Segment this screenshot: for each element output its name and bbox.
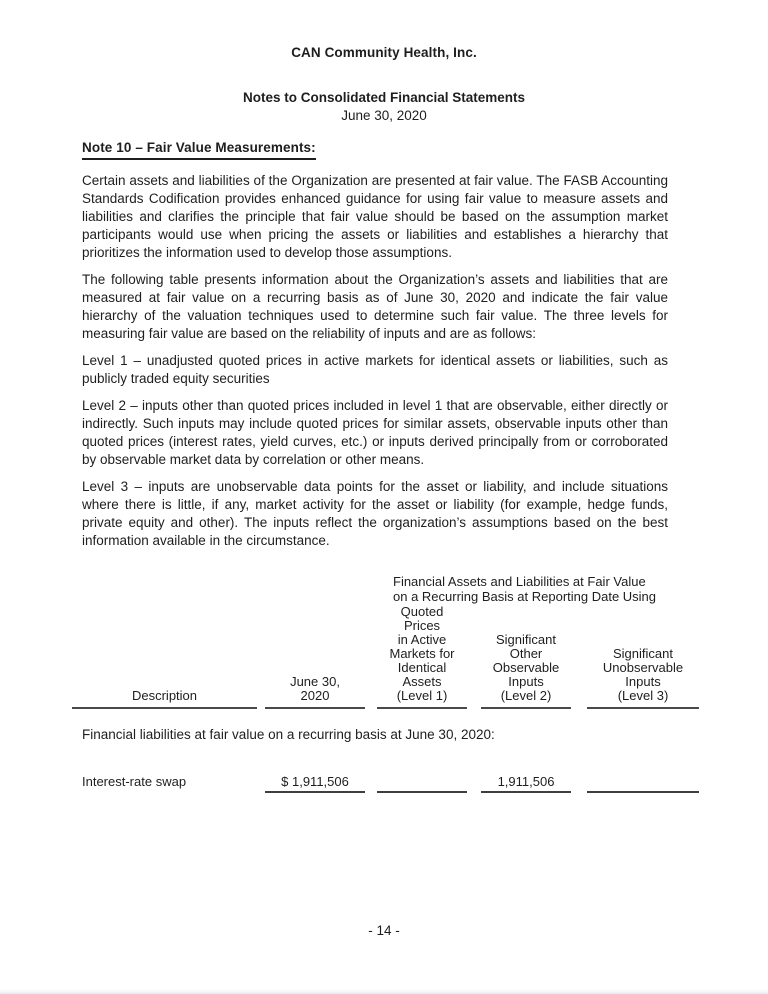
row-value-level-1 <box>377 773 467 793</box>
paragraph-level-3: Level 3 – inputs are unobservable data points for the asset or liability, and include situations where there is little, if any, market activity for the asset or liability (for example, hedge funds, private equity and other). The inputs reflect the organization’s assumptions based on the best information available in the circumstance. <box>82 479 668 548</box>
scan-edge-artifact <box>0 989 768 994</box>
paragraph-fair-value-intro: Certain assets and liabilities of the Organization are presented at fair value. The FASB Accounting Standards Codification provides enhanced guidance for using fair value to measure assets and liabilities and clarifies the principle that fair value should be based on the assumption market participants would use when pricing the assets or liabilities and establishes a hierarchy that prioritizes the information used to develop those assumptions. <box>82 173 668 260</box>
row-value-level-3 <box>587 773 699 793</box>
table-spanning-header-line-2: on a Recurring Basis at Reporting Date Using <box>393 589 657 604</box>
table-row-interest-rate-swap <box>72 773 699 793</box>
column-header-june-30-2020: June 30, 2020 <box>265 675 365 709</box>
column-header-level-1: Quoted Prices in Active Markets for Identical Assets (Level 1) <box>377 605 467 709</box>
table-spanning-header-line-1: Financial Assets and Liabilities at Fair Value <box>393 574 646 589</box>
row-value-june-30-2020: $ 1,911,506 <box>265 773 365 793</box>
fair-value-table <box>72 574 699 793</box>
column-header-level-2: Significant Other Observable Inputs (Level 2) <box>481 633 571 709</box>
organization-name: CAN Community Health, Inc. <box>291 45 477 60</box>
column-header-level-3: Significant Unobservable Inputs (Level 3) <box>587 647 699 709</box>
document-date: June 30, 2020 <box>341 108 427 123</box>
table-spanning-header <box>393 574 699 604</box>
table-header-row <box>72 605 699 709</box>
document-header <box>0 0 768 124</box>
table-section-caption: Financial liabilities at fair value on a recurring basis at June 30, 2020: <box>82 727 495 742</box>
row-value-level-2: 1,911,506 <box>481 773 571 793</box>
paragraph-table-intro: The following table presents information about the Organization’s assets and liabilities that are measured at fair value on a recurring basis as of June 30, 2020 and indicate the fair value hierarchy of the valuation techniques used to determine such fair value. The three levels for measuring fair value are based on the reliability of inputs and are as follows: <box>82 272 668 341</box>
row-description: Interest-rate swap <box>82 774 187 789</box>
note-content <box>82 124 668 550</box>
note-heading: Note 10 – Fair Value Measurements: <box>82 139 316 160</box>
column-header-description: Description <box>72 689 257 709</box>
document-title: Notes to Consolidated Financial Statements <box>242 90 526 105</box>
paragraph-level-2: Level 2 – inputs other than quoted prices included in level 1 that are observable, either directly or indirectly. Such inputs may include quoted prices for similar assets, observable inputs other than quoted prices (interest rates, yield curves, etc.) or inputs derived principally from or corroborated by observable market data by correlation or other means. <box>82 398 668 467</box>
page-number: - 14 - <box>368 923 400 938</box>
paragraph-level-1: Level 1 – unadjusted quoted prices in active markets for identical assets or liabilities, such as publicly traded equity securities <box>82 353 668 386</box>
